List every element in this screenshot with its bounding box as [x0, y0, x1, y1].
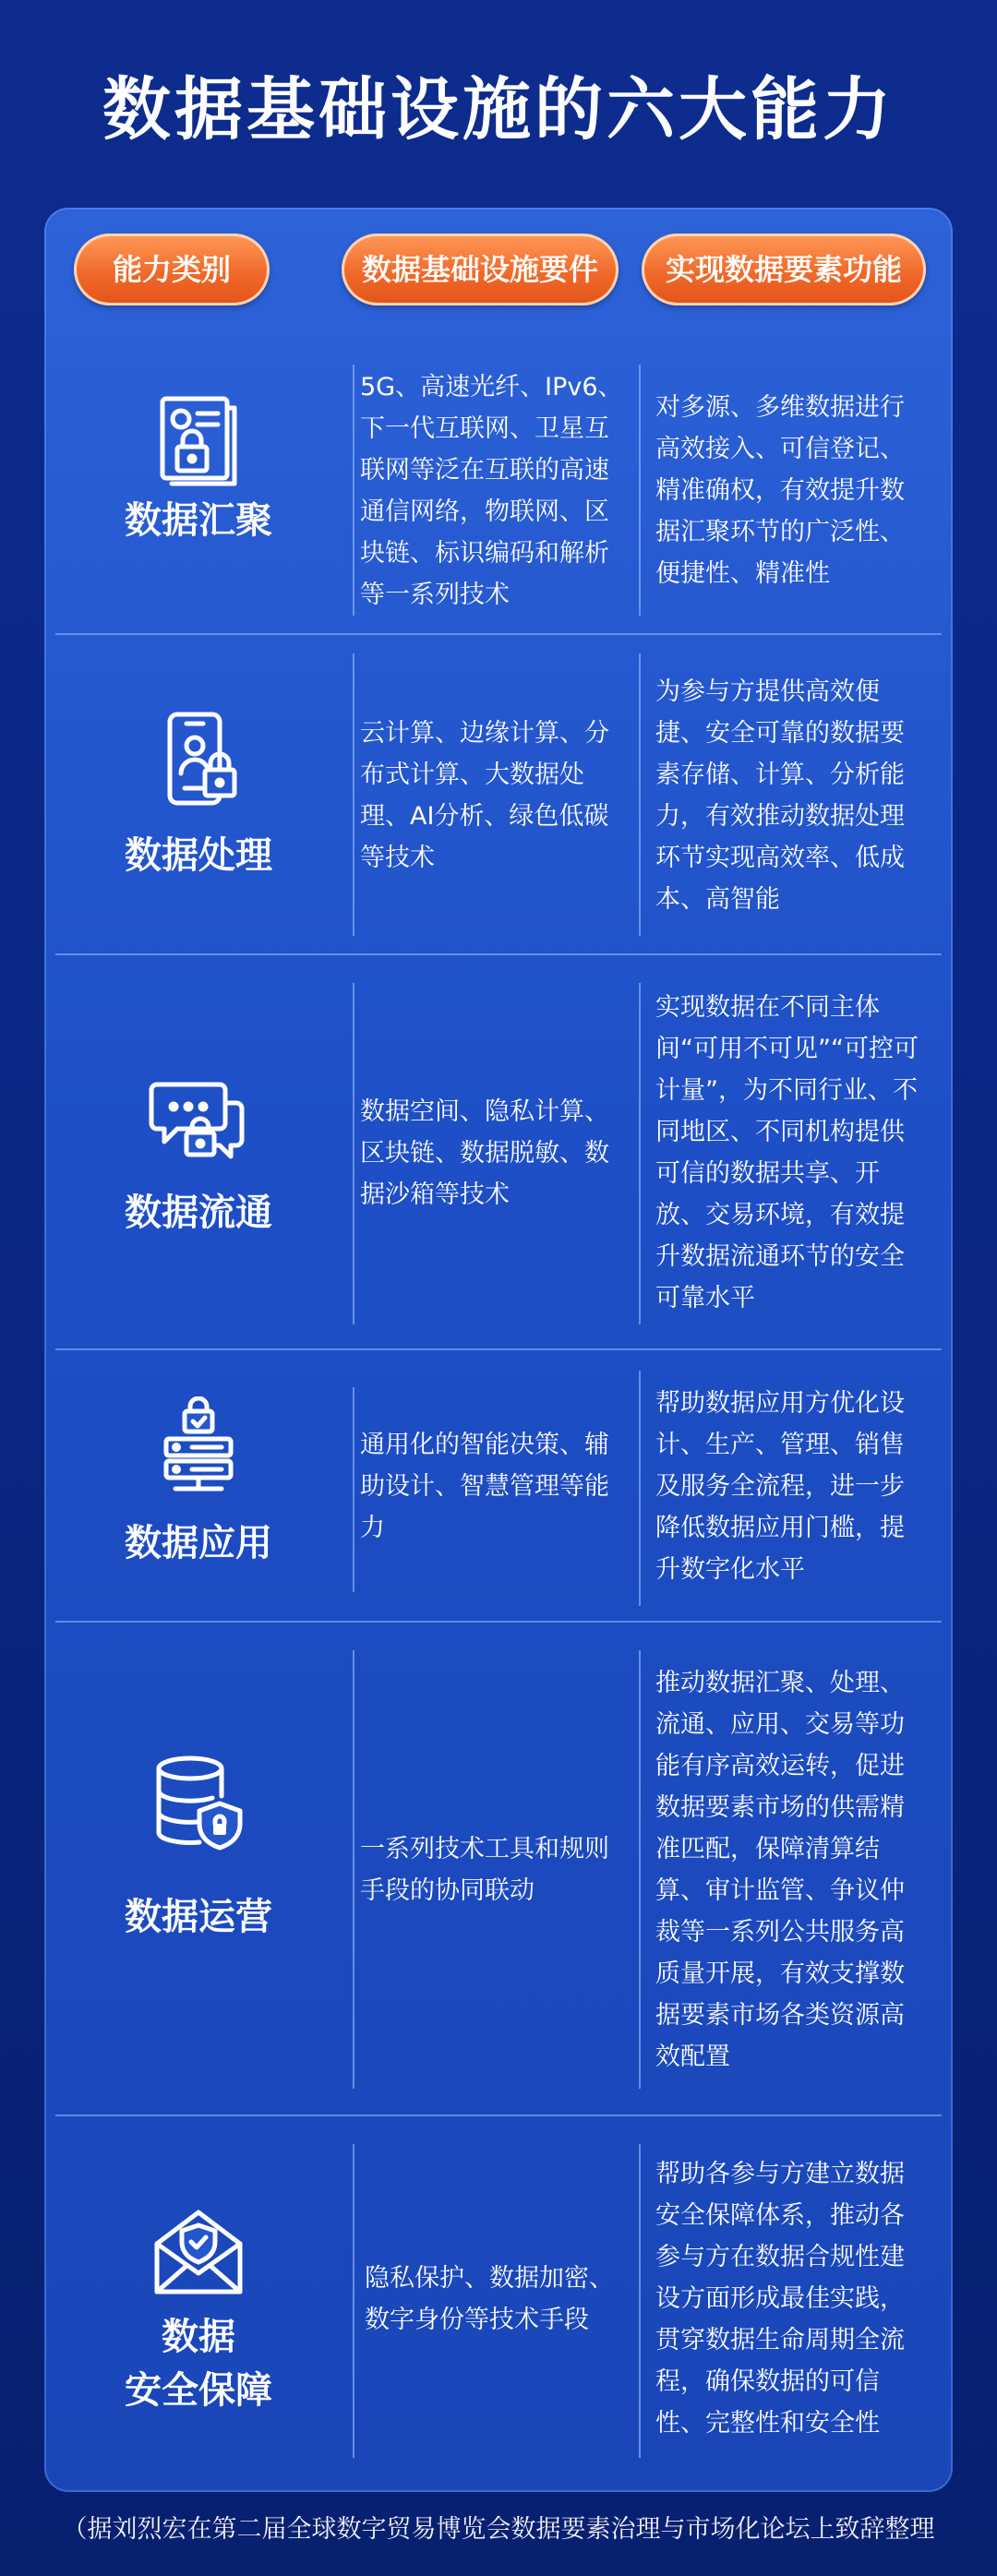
table-row	[55, 955, 942, 1350]
functions-cell: 帮助各参与方建立数据安全保障体系，推动各参与方在数据合规性建设方面形成最佳实践，贯穿数据生命周期全流程，确保数据的可信性、完整性和安全性	[655, 2160, 905, 2438]
header-functions: 实现数据要素功能	[642, 234, 926, 306]
category-label: 数据汇聚	[125, 499, 272, 542]
chat-lock-icon	[148, 1066, 249, 1168]
functions-cell: 对多源、多维数据进行高效接入、可信登记、精准确权，有效提升数据汇聚环节的广泛性、便捷性、精准性	[655, 393, 905, 588]
column-divider	[353, 983, 354, 1324]
header-category: 能力类别	[74, 234, 270, 306]
envelope-shield-icon	[148, 2201, 249, 2303]
phone-user-lock-icon	[148, 709, 249, 810]
column-divider	[639, 1650, 641, 2089]
column-divider	[353, 653, 354, 936]
table-row	[55, 346, 942, 635]
requirements-cell: 隐私保护、数据加密、数字身份等技术手段	[365, 2263, 614, 2334]
category-label: 数据运营	[125, 1896, 272, 1938]
table-row	[55, 1623, 942, 2116]
header-requirements: 数据基础设施要件	[342, 234, 619, 306]
category-label-line2: 安全保障	[125, 2369, 272, 2412]
table-row	[55, 2116, 942, 2481]
document-lock-icon	[148, 388, 249, 489]
column-divider	[353, 2144, 354, 2458]
functions-cell: 为参与方提供高效便捷、安全可靠的数据要素存储、计算、分析能力，有效推动数据处理环节实现高效率、低成本、高智能	[655, 677, 905, 914]
requirements-cell: 通用化的智能决策、辅助设计、智慧管理等能力	[360, 1431, 609, 1542]
column-divider	[353, 1387, 354, 1592]
server-lock-icon	[148, 1396, 249, 1498]
page-title: 数据基础设施的六大能力	[102, 70, 895, 150]
column-divider	[639, 653, 641, 936]
column-divider	[639, 983, 641, 1324]
requirements-cell: 数据空间、隐私计算、区块链、数据脱敏、数据沙箱等技术	[360, 1096, 609, 1209]
requirements-cell: 5G、高速光纤、IPv6、下一代互联网、卫星互联网等泛在互联的高速通信网络，物联网、区块链、标识编码和解析等一系列技术	[360, 372, 623, 609]
column-divider	[639, 2144, 641, 2458]
column-divider	[639, 1371, 641, 1606]
database-shield-icon	[148, 1752, 249, 1853]
category-label: 数据应用	[125, 1522, 272, 1564]
column-divider	[353, 1650, 354, 2089]
category-label-line1: 数据	[162, 2316, 235, 2358]
category-label: 数据处理	[125, 834, 272, 877]
column-divider	[639, 365, 641, 616]
requirements-cell: 一系列技术工具和规则手段的协同联动	[360, 1834, 609, 1905]
table-row	[55, 635, 942, 955]
functions-cell: 帮助数据应用方优化设计、生产、管理、销售及服务全流程，进一步降低数据应用门槛，提升数字化水平	[655, 1389, 905, 1584]
functions-cell: 实现数据在不同主体间“可用不可见”“可控可计量”，为不同行业、不同地区、不同机构提供可信的数据共享、开放、交易环境，有效提升数据流通环节的安全可靠水平	[655, 993, 919, 1312]
category-label: 数据流通	[125, 1192, 272, 1234]
functions-cell: 推动数据汇聚、处理、流通、应用、交易等功能有序高效运转，促进数据要素市场的供需精准匹配，保障清算结算、审计监管、争议仲裁等一系列公共服务高质量开展，有效支撑数据要素市场各类资源高效配置	[655, 1668, 905, 2071]
column-divider	[353, 365, 354, 616]
table-row	[55, 1350, 942, 1623]
requirements-cell: 云计算、边缘计算、分布式计算、大数据处理、AI分析、绿色低碳等技术	[360, 718, 609, 872]
source-note: （据刘烈宏在第二届全球数字贸易博览会数据要素治理与市场化论坛上致辞整理	[62, 2515, 935, 2544]
